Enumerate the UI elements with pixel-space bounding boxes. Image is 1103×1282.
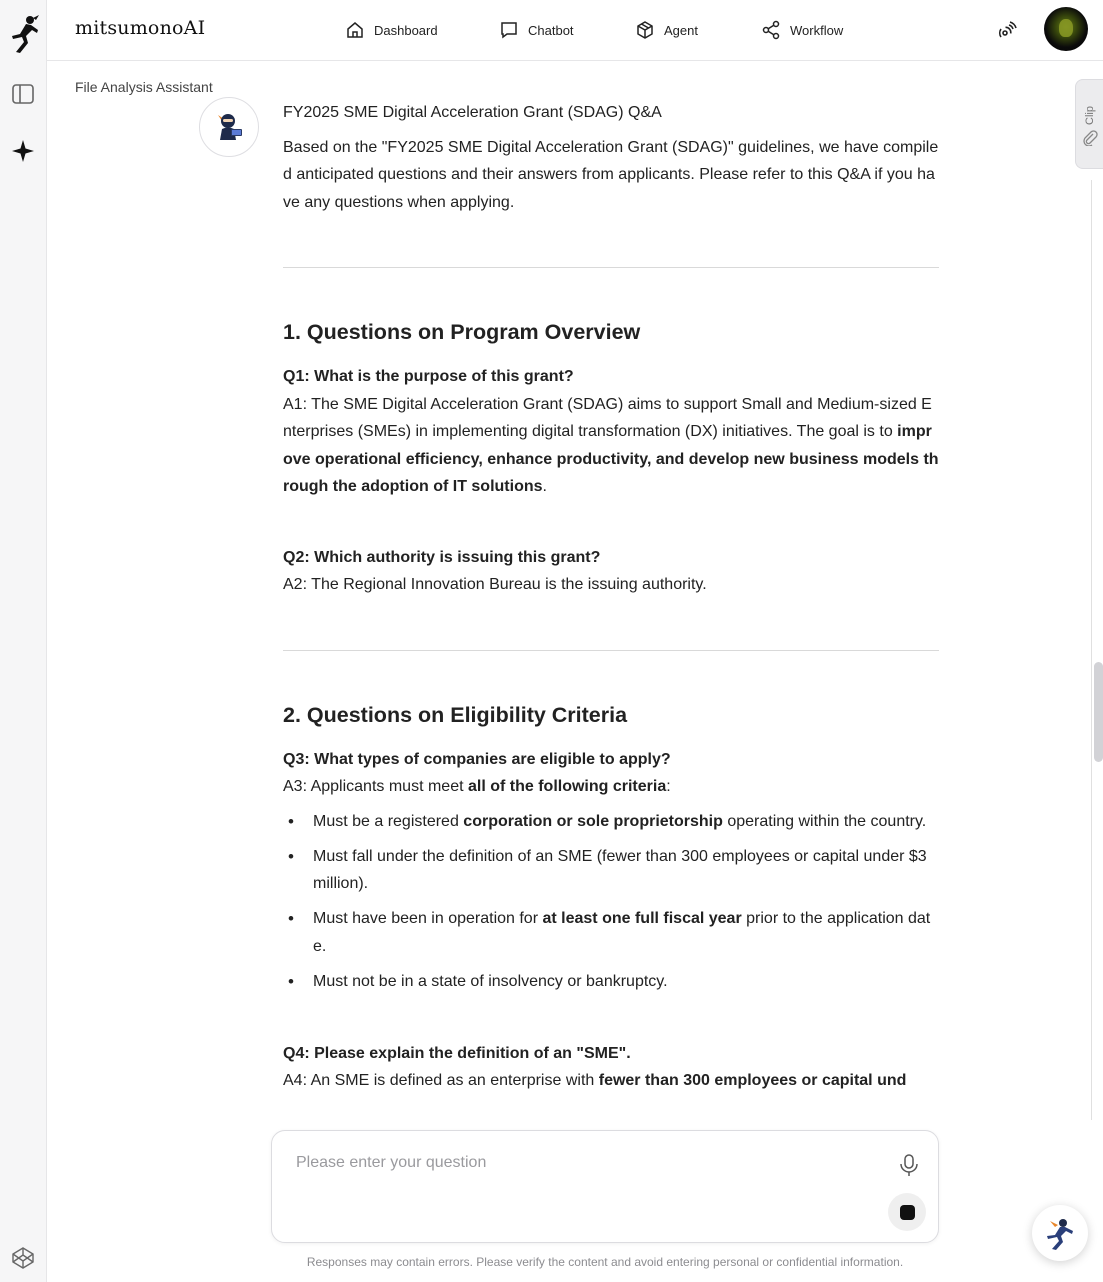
answer: A2: The Regional Innovation Bureau is the issuing authority. bbox=[283, 576, 707, 593]
clip-label: Clip bbox=[1084, 106, 1096, 125]
section-heading: 1. Questions on Program Overview bbox=[283, 320, 641, 344]
paperclip-icon bbox=[1082, 130, 1098, 146]
clip-tab[interactable] bbox=[1075, 79, 1103, 169]
chat-input-box bbox=[271, 1130, 939, 1243]
divider bbox=[283, 267, 939, 268]
divider bbox=[283, 650, 939, 651]
stop-button[interactable] bbox=[888, 1193, 926, 1231]
question-input[interactable] bbox=[296, 1151, 856, 1175]
item-emphasis: corporation or sole proprietorship bbox=[463, 812, 723, 830]
list-item bbox=[283, 968, 939, 996]
item-text: Must fall under the definition of an SME (fewer than 300 employees or capital under $3 million). bbox=[313, 847, 927, 892]
question: Q2: Which authority is issuing this grant? bbox=[283, 548, 601, 566]
item-text: Must not be in a state of insolvency or bankruptcy. bbox=[313, 972, 668, 990]
criteria-list bbox=[283, 808, 939, 996]
broadcast-icon[interactable] bbox=[996, 18, 1020, 42]
page-subtitle: File Analysis Assistant bbox=[75, 79, 213, 95]
section-heading: 2. Questions on Eligibility Criteria bbox=[283, 702, 628, 727]
nav-chatbot[interactable] bbox=[499, 18, 574, 42]
ninja-bot-icon bbox=[212, 110, 246, 144]
nav-chatbot-label: Chatbot bbox=[528, 22, 574, 38]
stop-icon bbox=[900, 1205, 915, 1220]
cube-icon bbox=[635, 20, 655, 40]
answer-emphasis: improve operational efficiency, enhance productivity, and develop new business models through the adoption of IT solutions bbox=[283, 423, 939, 495]
nav-dashboard[interactable] bbox=[345, 18, 438, 42]
assistant-fab-button[interactable] bbox=[1032, 1205, 1088, 1261]
scrollbar-thumb[interactable] bbox=[1094, 662, 1103, 762]
item-text: prior to the application date. bbox=[313, 910, 931, 955]
item-text: operating within the country. bbox=[722, 812, 927, 830]
answer-text: : bbox=[666, 778, 671, 795]
nav-workflow[interactable] bbox=[761, 18, 843, 42]
answer-text: A1: The SME Digital Acceleration Grant (SDAG) aims to support Small and Medium-sized Enterprises (SMEs) in implementing digital transformation (DX) initiatives. The goal is to bbox=[283, 395, 932, 440]
item-text: Must have been in operation for bbox=[313, 910, 543, 927]
list-item bbox=[283, 905, 939, 960]
top-header bbox=[47, 0, 1103, 61]
answer bbox=[283, 391, 939, 501]
answer-emphasis: all of the following criteria bbox=[467, 778, 667, 795]
codepen-icon[interactable] bbox=[10, 1245, 36, 1271]
list-item bbox=[283, 808, 939, 836]
nav-agent-label: Agent bbox=[664, 22, 698, 38]
user-avatar[interactable] bbox=[1044, 7, 1088, 51]
assistant-message bbox=[283, 99, 939, 1121]
message-title: FY2025 SME Digital Acceleration Grant (SDAG) Q&A bbox=[283, 104, 662, 121]
ninja-runner-icon bbox=[1042, 1215, 1078, 1251]
sparkle-icon[interactable] bbox=[10, 138, 36, 164]
brand-name: mitsumonoAI bbox=[75, 17, 206, 39]
question: Q1: What is the purpose of this grant? bbox=[283, 368, 574, 385]
chat-bubble-icon bbox=[499, 20, 519, 40]
answer-text: A3: Applicants must meet bbox=[283, 778, 468, 795]
nav-agent[interactable] bbox=[635, 18, 698, 42]
disclaimer: Responses may contain errors. Please verify the content and avoid entering personal or confidential information. bbox=[306, 1255, 904, 1269]
answer bbox=[283, 1067, 939, 1095]
list-item bbox=[283, 843, 939, 898]
scrollbar-track bbox=[1091, 180, 1092, 1120]
sidebar-toggle-icon[interactable] bbox=[10, 81, 36, 107]
question: Q3: What types of companies are eligible to apply? bbox=[283, 750, 671, 768]
item-emphasis: at least one full fiscal year bbox=[542, 910, 742, 927]
ninja-logo-icon[interactable] bbox=[6, 14, 40, 54]
question: Q4: Please explain the definition of an "SME". bbox=[283, 1044, 631, 1062]
share-nodes-icon bbox=[761, 20, 781, 40]
bot-avatar bbox=[199, 97, 259, 157]
answer bbox=[283, 773, 939, 801]
left-rail bbox=[0, 0, 47, 1282]
answer-text: . bbox=[542, 478, 547, 495]
answer-emphasis: fewer than 300 employees or capital und bbox=[598, 1072, 907, 1089]
answer-text: A4: An SME is defined as an enterprise with bbox=[283, 1072, 599, 1089]
item-text: Must be a registered bbox=[313, 812, 464, 830]
nav-dashboard-label: Dashboard bbox=[374, 22, 438, 38]
message-intro: Based on the "FY2025 SME Digital Acceleration Grant (SDAG)" guidelines, we have compiled anticipated questions and their answers from applicants. Please refer to this Q&A if you have any questions when applying. bbox=[283, 138, 939, 211]
home-icon bbox=[345, 20, 365, 40]
microphone-icon[interactable] bbox=[898, 1153, 920, 1177]
nav-workflow-label: Workflow bbox=[790, 22, 844, 38]
